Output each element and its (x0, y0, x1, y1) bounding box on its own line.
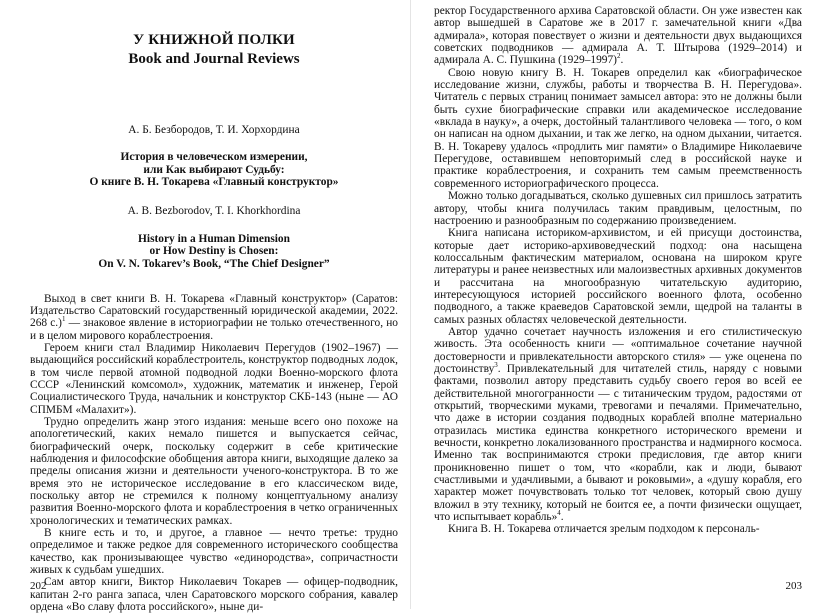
footnote-ref[interactable]: 3 (494, 361, 498, 370)
left-page (30, 0, 398, 614)
authors-en: A. B. Bezborodov, T. I. Khorkhordina (127, 204, 301, 217)
rubric-ru: У КНИЖНОЙ ПОЛКИ (133, 32, 295, 48)
paragraph: Можно только догадываться, сколько душевных сил пришлось затратить автору, чтобы книга получилась таким правдивым, целостным, по настроению и разнообразным по содержанию произведением. (434, 190, 802, 227)
section-rubric (30, 32, 398, 68)
title-en-line: On V. N. Tokarev’s Book, “The Chief Designer” (98, 257, 330, 270)
paragraph: Сам автор книги, Виктор Николаевич Токарев — офицер-подводник, капитан 2-го ранга запаса, член Саратовского морского собрания, кавалер ордена «Во славу флота российского», ныне ди- (30, 576, 398, 614)
left-body-text (30, 293, 398, 614)
rubric-en: Book and Journal Reviews (128, 51, 300, 67)
article-title-en (30, 233, 398, 271)
page-number-right: 203 (785, 580, 802, 592)
paragraph: В книге есть и то, и другое, а главное — нечто третье: трудно определимое и также редкое для современного исторического сообщества качество, как пронизывающее чувство «единородства», сопричастности живых к судьбам ушедших. (30, 527, 398, 577)
page-number-left: 202 (30, 580, 47, 592)
authors-ru: А. Б. Безбородов, Т. И. Хорхордина (128, 124, 300, 136)
paragraph: Героем книги стал Владимир Николаевич Перегудов (1902–1967) — выдающийся российский кораблестроитель, конструктор подводных лодок, в том числе первой атомной подводной лодки Военно-морского флота СССР «Ленинский комсомол», художник, математик и инженер, Герой Социалистического Труда, начальник и конструктор СКБ-143 (ныне — АО СПМБМ «Малахит»). (30, 341, 398, 416)
footnote-ref[interactable]: 4 (557, 509, 561, 518)
footnote-ref[interactable]: 2 (616, 52, 621, 61)
right-page (434, 0, 802, 609)
paragraph-continued: ректор Государственного архива Саратовской области. Он уже известен как автор вышедшей в Саратове же в 2017 г. замечательной книги «Два адмирала», которая повествует о жизни и деятельности двух выдающихся советских подводников — адмирала А. Т. Штырова (1929–2014) и адмирала А. С. Пушкина (1929–1997)$^2$. (434, 5, 802, 67)
article-title-ru (30, 151, 398, 189)
gutter-divider (410, 0, 411, 609)
paragraph: Свою новую книгу В. Н. Токарев определил как «биографическое исследование жизни, службы, работы и творчества В. Н. Перегудова». Читатель с первых страниц понимает замысел автора: это не должны были быть сухие биографические справки или академическое исследование «вклада в науку», а очерк, достойный талантливого человека — того, о ком он написан на одном дыхании, и так же легко, на одном дыхании, читается. В. Н. Токареву удалось «продлить миг памяти» о Владимире Николаевиче Перегудове, оставившем неповторимый след в российской науке и практике кораблестроения, и сохранить тем самым преемственность современного историографического процесса. (434, 66, 802, 190)
title-ru-line: О книге В. Н. Токарева «Главный конструктор» (89, 176, 339, 189)
paragraph: Книга написана историком-архивистом, и ей присущи достоинства, которые дает историко-архивоведческий подход: она насыщена колоссальным фактическим материалом, основана на широком круге литературы и ранее неизвестных или малоизвестных архивных документов и рассчитана на многообразную читательскую аудиторию, интересующуюся историей российского военного флота, особенно подводного, а также краеведов Саратовской земли, щедрой на таланты в самых разных областях человеческой деятельности. (434, 227, 802, 326)
paragraph: Трудно определить жанр этого издания: меньше всего оно похоже на апологетический, каких немало пишется и выпускается сейчас, биографический очерк, поскольку содержит в себе критические наблюдения и философские обобщения автора книги, выходящие далеко за пределы описания жизни и деятельности ученого-конструктора. В то же время это не историческое исследование в его классическом виде, поскольку автор не стремился к полному концептуальному анализу развития Военно-морского флота и кораблестроения в четко ограниченных хронологических и тематических рамках. (30, 416, 398, 527)
paragraph: Книга В. Н. Токарева отличается зрелым подходом к персональ- (448, 523, 760, 536)
paragraph: Выход в свет книги В. Н. Токарева «Главный конструктор» (Саратов: Издательство Саратовский государственный юридической академии, 2022. 268 с.)$^1$ — знаковое явление в историографии не только отечественного, но и в целом мирового кораблестроения. (30, 292, 398, 342)
paragraph: Автор удачно сочетает научность изложения и его стилистическую живость. Эта особенность книги — «оптимальное сочетание научной достоверности и привлекательности авторского стиля» — уже оценена по достоинству$^3$. Привлекательный для читателей стиль, наряду с новыми фактами, позволил автору представить судьбу своего героя во всей ее действительной многогранности — с титаническим трудом, радостями от открытий, творческими муками, тревогами и печалями. Примечательно, что даже в истории создания подводных кораблей вполне материально отразилась мистика единства конкретного исторического времени и вечности, конкретно локализованного пространства и надмирного космоса. Именно так воспринимаются строки предисловия, где автор книги проникновенно пишет о том, что «корабли, как и люди, бывают счастливыми и удачливыми, а бывают и роковыми», а «душу корабля, его характер может почувствовать только тот человек, который свою душу вложил в эту технику, который не боится ее, а почти физически ощущает, что испытывает корабль»$^4$. (434, 325, 802, 524)
title-ru-line: История в человеческом измерении, (120, 151, 308, 163)
right-body-text (434, 5, 802, 536)
title-en-line: History in a Human Dimension (138, 232, 290, 245)
title-en-line: or How Destiny is Chosen: (149, 245, 279, 258)
title-ru-line: или Как выбирают Судьбу: (143, 163, 285, 176)
footnote-ref[interactable]: 1 (61, 315, 66, 324)
